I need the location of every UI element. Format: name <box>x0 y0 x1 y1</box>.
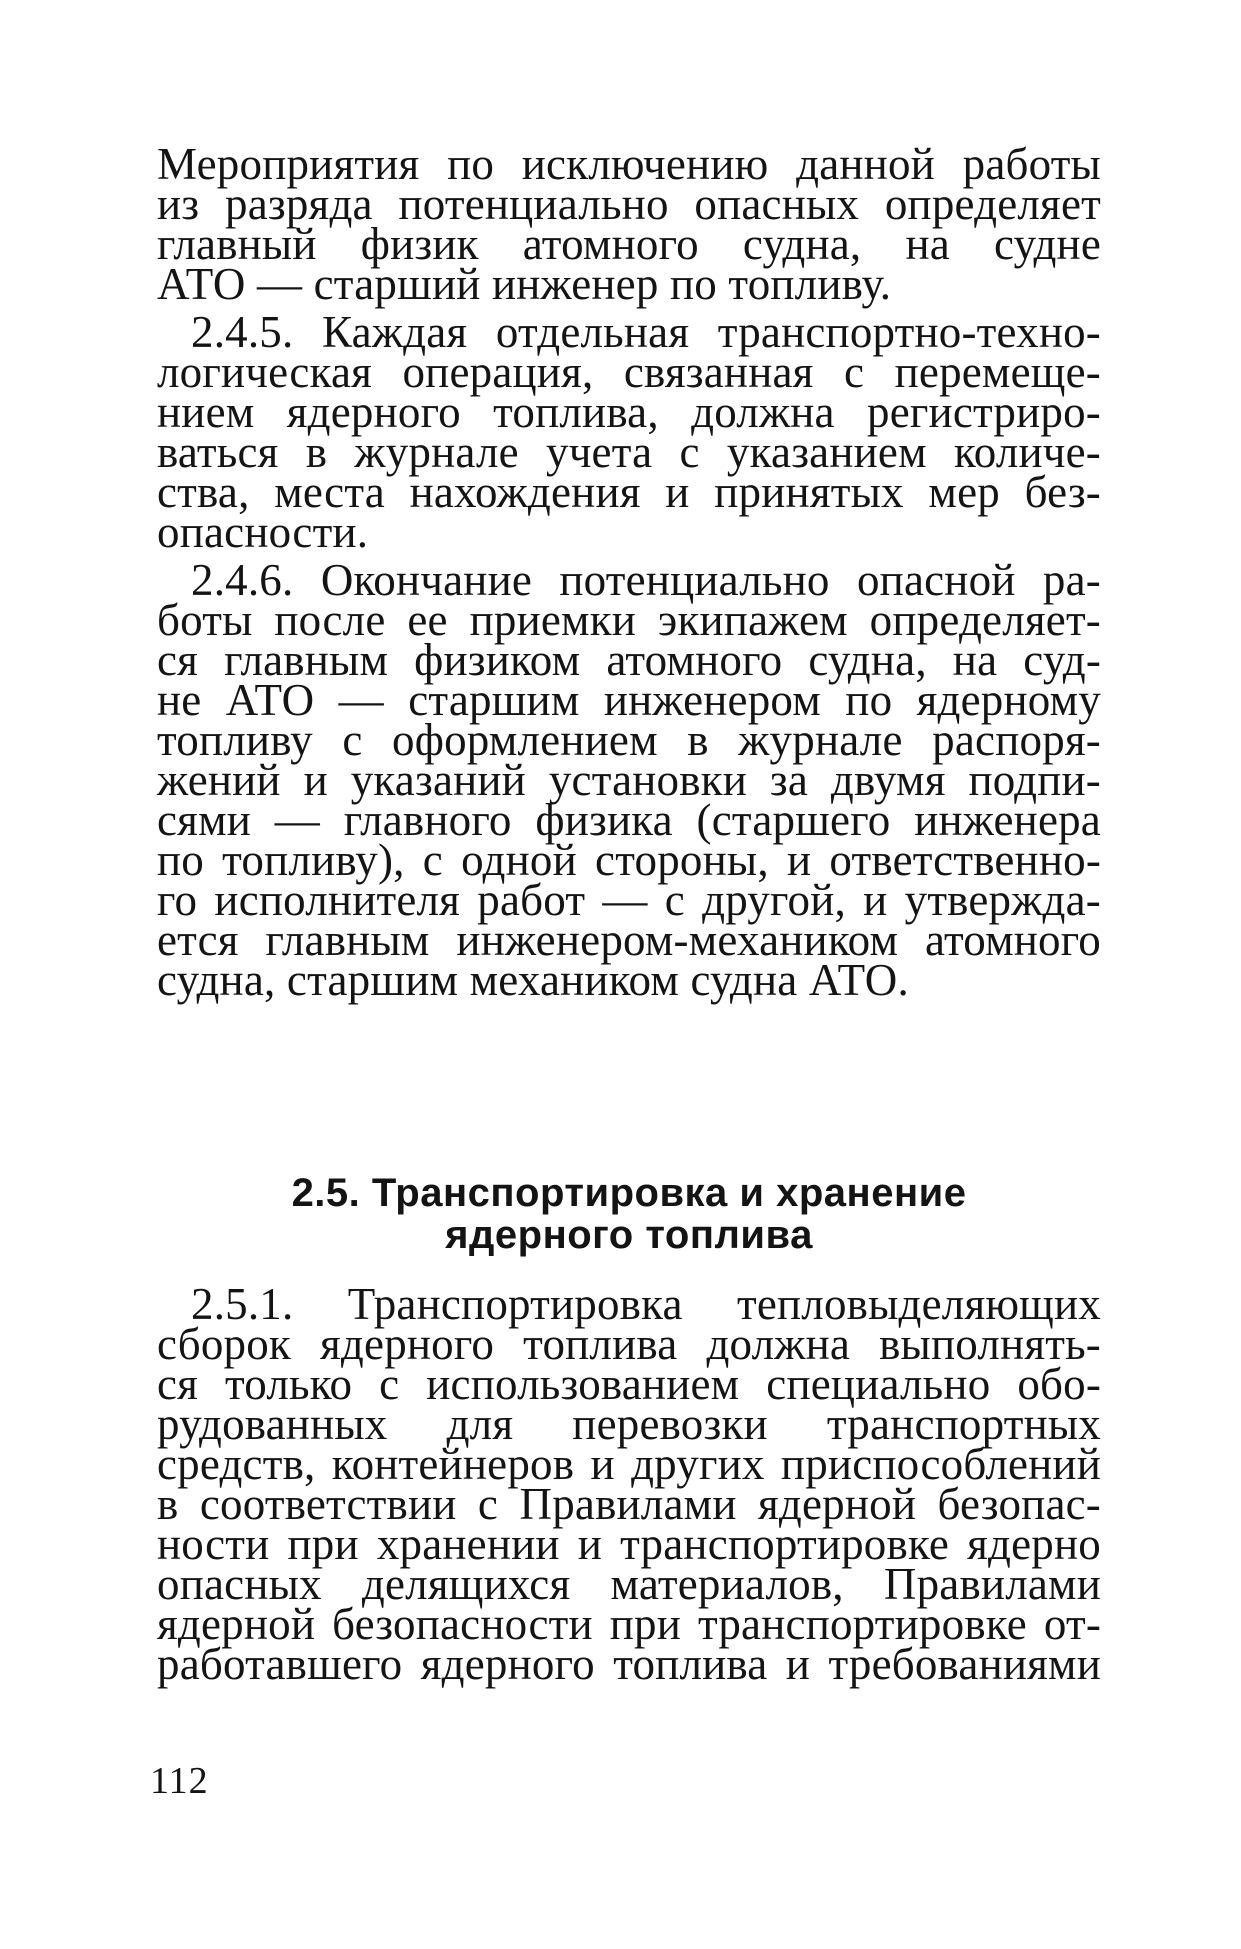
text-line: боты после ее приемки экипажем определяет- <box>157 595 1101 645</box>
text-line: ности при хранении и транспортировке ядерно <box>157 1519 1101 1569</box>
text-line: судна, старшим механиком судна АТО. <box>157 955 909 1005</box>
text-line: жений и указаний установки за двумя подпи- <box>157 755 1101 805</box>
text-line: ваться в журнале учета с указанием количе- <box>157 427 1101 477</box>
paragraph-intro <box>157 139 1101 309</box>
text-line: работавшего ядерного топлива и требованиями <box>157 1639 1101 1689</box>
text-line: главный физик атомного судна, на судне <box>157 219 1101 269</box>
text-line: 2.4.5. Каждая отдельная транспортно-техно- <box>191 307 1101 357</box>
page-number: 112 <box>150 1760 209 1802</box>
paragraph-2-4-6 <box>157 555 1101 1005</box>
text-line: 2.4.6. Окончание потенциально опасной ра- <box>191 555 1101 605</box>
text-block-bottom <box>157 1279 1101 1689</box>
text-line: ства, места нахождения и принятых мер без- <box>157 467 1101 517</box>
text-line: го исполнителя работ — с другой, и утвержда- <box>157 875 1101 925</box>
text-line: опасных делящихся материалов, Правилами <box>157 1559 1101 1609</box>
section-heading-line: ядерного топлива <box>445 1213 813 1257</box>
text-block-top <box>157 139 1101 1005</box>
text-line: АТО — старший инженер по топливу. <box>157 259 892 309</box>
text-line: рудованных для перевозки транспортных <box>157 1399 1101 1449</box>
text-line: логическая операция, связанная с перемеще- <box>157 347 1101 397</box>
text-line: 2.5.1. Транспортировка тепловыделяющих <box>191 1279 1101 1329</box>
text-line: средств, контейнеров и других приспособлений <box>157 1439 1101 1489</box>
text-line: сями — главного физика (старшего инженера <box>157 795 1101 845</box>
section-heading <box>157 1172 1101 1256</box>
text-line: ся только с использованием специально обо- <box>157 1359 1101 1409</box>
text-line: по топливу), с одной стороны, и ответственно- <box>157 835 1101 885</box>
text-line: ся главным физиком атомного судна, на суд- <box>157 635 1101 685</box>
text-line: не АТО — старшим инженером по ядерному <box>157 675 1101 725</box>
text-line: сборок ядерного топлива должна выполнять- <box>157 1319 1101 1369</box>
text-line: нием ядерного топлива, должна регистриро- <box>157 387 1101 437</box>
paragraph-2-5-1 <box>157 1279 1101 1689</box>
section-heading-line: 2.5. Транспортировка и хранение <box>291 1171 967 1215</box>
text-line: ядерной безопасности при транспортировке от- <box>157 1599 1101 1649</box>
text-line: опасности. <box>157 507 369 557</box>
text-line: топливу с оформлением в журнале распоря- <box>157 715 1101 765</box>
text-line: из разряда потенциально опасных определяет <box>157 179 1101 229</box>
text-line: Мероприятия по исключению данной работы <box>157 139 1101 189</box>
paragraph-2-4-5 <box>157 307 1101 557</box>
text-line: ется главным инженером-механиком атомного <box>157 915 1101 965</box>
text-line: в соответствии с Правилами ядерной безопас- <box>157 1479 1101 1529</box>
